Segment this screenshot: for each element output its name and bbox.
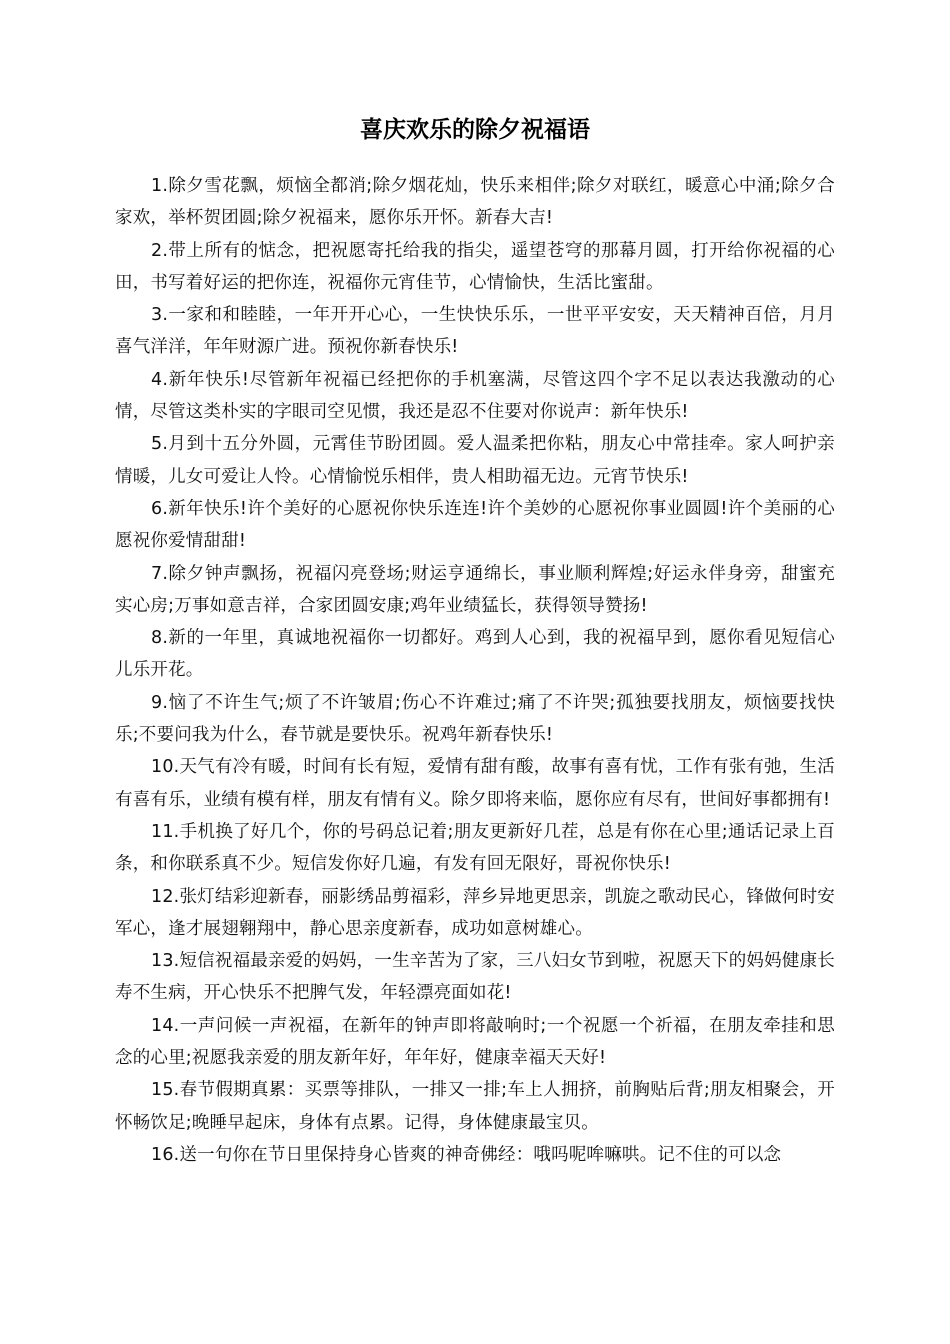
paragraph-9: 9.恼了不许生气;烦了不许皱眉;伤心不许难过;痛了不许哭;孤独要找朋友，烦恼要找快乐;不要问我为什么，春节就是要快乐。祝鸡年新春快乐! [115,692,835,746]
paragraph-11: 11.手机换了好几个，你的号码总记着;朋友更新好几茬，总是有你在心里;通话记录上百条，和你联系真不少。短信发你好几遍，有发有回无限好，哥祝你快乐! [115,821,835,875]
paragraph-16: 16.送一句你在节日里保持身心皆爽的神奇佛经：哦吗呢哞嘛哄。记不住的可以念 [151,1144,782,1165]
paragraph-2: 2.带上所有的惦念，把祝愿寄托给我的指尖，遥望苍穹的那幕月圆，打开给你祝福的心田，书写着好运的把你连，祝福你元宵佳节，心情愉快，生活比蜜甜。 [115,240,835,293]
paragraph-4: 4.新年快乐!尽管新年祝福已经把你的手机塞满，尽管这四个字不足以表达我激动的心情，尽管这类朴实的字眼司空见惯，我还是忍不住要对你说声：新年快乐! [115,369,835,423]
document-title: 喜庆欢乐的除夕祝福语 [360,117,590,143]
document-body [115,170,835,1171]
paragraph-6: 6.新年快乐!许个美好的心愿祝你快乐连连!许个美妙的心愿祝你事业圆圆!许个美丽的心愿祝你爱情甜甜! [115,498,835,552]
paragraph-8: 8.新的一年里，真诚地祝福你一切都好。鸡到人心到，我的祝福早到，愿你看见短信心儿乐开花。 [115,628,835,681]
paragraph-7: 7.除夕钟声飘扬，祝福闪亮登场;财运亨通绵长，事业顺利辉煌;好运永伴身旁，甜蜜充实心房;万事如意吉祥，合家团圆安康;鸡年业绩猛长，获得领导赞扬! [115,563,835,616]
paragraph-10: 10.天气有冷有暖，时间有长有短，爱情有甜有酸，故事有喜有忧，工作有张有弛，生活有喜有乐，业绩有模有样，朋友有情有义。除夕即将来临，愿你应有尽有，世间好事都拥有! [115,757,835,810]
paragraph-12: 12.张灯结彩迎新春，丽影绣品剪福彩，萍乡异地更思亲，凯旋之歌动民心，锋做何时安军心，逢才展翅翱翔中，静心思亲度新春，成功如意树雄心。 [115,886,835,939]
paragraph-13: 13.短信祝福最亲爱的妈妈，一生辛苦为了家，三八妇女节到啦，祝愿天下的妈妈健康长寿不生病，开心快乐不把脾气发，年轻漂亮面如花! [115,951,835,1004]
paragraph-3: 3.一家和和睦睦，一年开开心心，一生快快乐乐，一世平平安安，天天精神百倍，月月喜气洋洋，年年财源广进。预祝你新春快乐! [115,305,835,358]
paragraph-14: 14.一声问候一声祝福，在新年的钟声即将敲响时;一个祝愿一个祈福，在朋友牵挂和思念的心里;祝愿我亲爱的朋友新年好，年年好，健康幸福天天好! [115,1015,835,1069]
paragraph-5: 5.月到十五分外圆，元霄佳节盼团圆。爱人温柔把你粘，朋友心中常挂牵。家人呵护亲情暖，儿女可爱让人怜。心情愉悦乐相伴，贵人相助福无边。元宵节快乐! [115,434,835,487]
paragraph-1: 1.除夕雪花飘，烦恼全都消;除夕烟花灿，快乐来相伴;除夕对联红，暖意心中涌;除夕合家欢，举杯贺团圆;除夕祝福来，愿你乐开怀。新春大吉! [115,176,835,229]
paragraph-15: 15.春节假期真累：买票等排队，一排又一排;车上人拥挤，前胸贴后背;朋友相聚会，开怀畅饮足;晚睡早起床，身体有点累。记得，身体健康最宝贝。 [115,1080,835,1133]
